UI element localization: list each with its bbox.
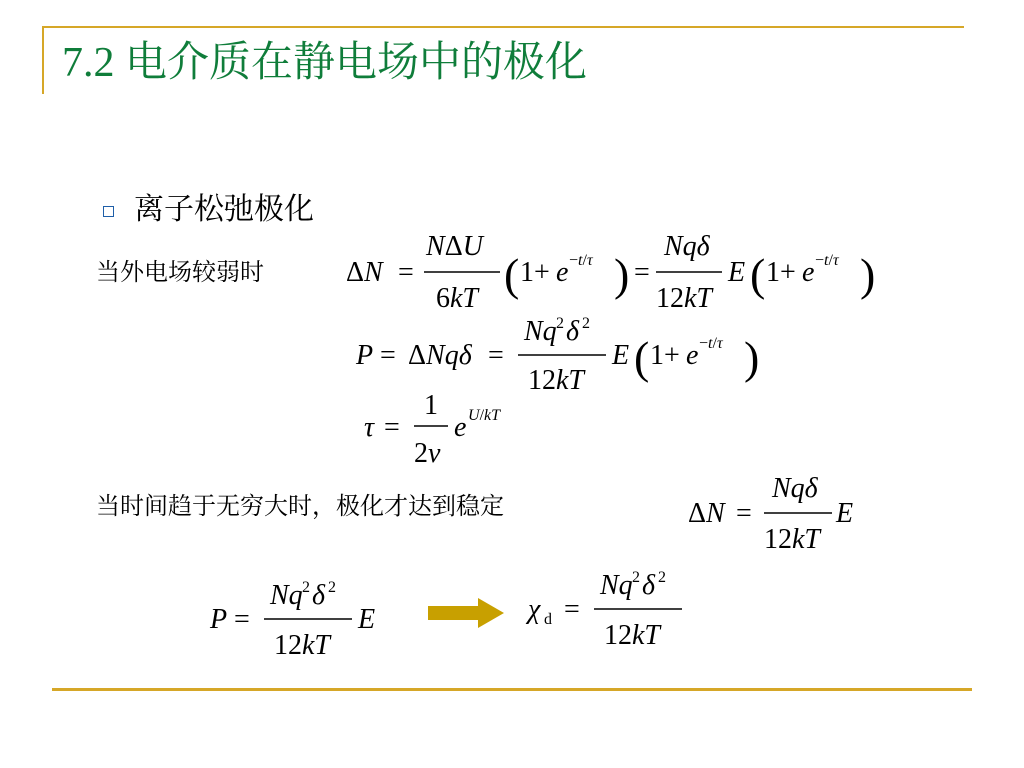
svg-text:1+: 1+ xyxy=(766,257,796,288)
equation-susceptibility xyxy=(524,568,694,652)
bullet-heading: 离子松弛极化 xyxy=(134,192,314,227)
svg-text:U/kT: U/kT xyxy=(468,407,501,424)
svg-text:12kT: 12kT xyxy=(274,630,330,661)
slide-title: 7.2 电介质在静电场中的极化 xyxy=(62,40,588,86)
svg-text:P: P xyxy=(210,604,228,635)
svg-text:e: e xyxy=(454,412,467,443)
svg-text:1+: 1+ xyxy=(520,257,550,288)
svg-text:=: = xyxy=(564,594,580,625)
svg-text:2ν: 2ν xyxy=(414,438,441,469)
bottom-frame-line xyxy=(52,688,972,691)
svg-text:Nq: Nq xyxy=(524,316,557,347)
equation-relaxation-time xyxy=(360,392,540,472)
svg-text:δ: δ xyxy=(642,570,656,601)
svg-text:Nqδ: Nqδ xyxy=(772,473,818,504)
svg-text:(: ( xyxy=(634,332,650,383)
svg-text:1: 1 xyxy=(424,390,438,421)
svg-text:d: d xyxy=(544,611,552,628)
svg-text:(: ( xyxy=(750,249,766,300)
equation-delta-n-transient xyxy=(340,228,900,314)
svg-text:E: E xyxy=(836,498,854,529)
equation-polarization-steady xyxy=(206,578,406,662)
svg-text:=: = xyxy=(380,340,396,371)
svg-text:e: e xyxy=(686,340,699,371)
infinite-time-note: 当时间趋于无穷大时，极化才达到稳定 xyxy=(96,492,504,520)
svg-text:=: = xyxy=(234,604,250,635)
svg-text:NΔU: NΔU xyxy=(426,231,483,262)
svg-text:Nqδ: Nqδ xyxy=(664,231,710,262)
svg-text:): ) xyxy=(860,249,876,300)
svg-text:E: E xyxy=(358,604,376,635)
top-frame-line xyxy=(42,26,964,28)
svg-text:τ: τ xyxy=(364,412,375,443)
svg-text:=: = xyxy=(384,412,400,443)
svg-text:2: 2 xyxy=(658,569,666,586)
right-arrow-icon xyxy=(428,598,504,632)
svg-text:12kT: 12kT xyxy=(656,283,712,314)
left-frame-line xyxy=(42,26,44,94)
svg-text:=: = xyxy=(398,257,414,288)
svg-text:δ: δ xyxy=(312,580,326,611)
svg-text:2: 2 xyxy=(302,579,310,596)
svg-text:ΔN: ΔN xyxy=(688,498,725,529)
svg-text:e: e xyxy=(556,257,569,288)
svg-text:6kT: 6kT xyxy=(436,283,478,314)
svg-text:2: 2 xyxy=(556,315,564,332)
svg-text:): ) xyxy=(614,249,630,300)
equation-polarization-transient xyxy=(352,316,772,396)
svg-text:δ: δ xyxy=(566,316,580,347)
svg-text:12kT: 12kT xyxy=(764,524,820,555)
svg-text:−t/τ: −t/τ xyxy=(699,335,723,352)
svg-text:−t/τ: −t/τ xyxy=(815,252,839,269)
svg-text:1+: 1+ xyxy=(650,340,680,371)
svg-text:χ: χ xyxy=(528,594,541,625)
svg-text:Nq: Nq xyxy=(600,570,633,601)
hollow-square-bullet-icon xyxy=(103,206,114,217)
svg-text:2: 2 xyxy=(328,579,336,596)
svg-text:(: ( xyxy=(504,249,520,300)
svg-text:2: 2 xyxy=(632,569,640,586)
svg-text:=: = xyxy=(488,340,504,371)
svg-text:E: E xyxy=(612,340,630,371)
svg-text:2: 2 xyxy=(582,315,590,332)
svg-text:−t/τ: −t/τ xyxy=(569,252,593,269)
svg-text:12kT: 12kT xyxy=(528,365,584,396)
svg-text:ΔNqδ: ΔNqδ xyxy=(408,340,472,371)
svg-text:ΔN: ΔN xyxy=(346,257,383,288)
svg-text:=: = xyxy=(634,257,650,288)
svg-text:=: = xyxy=(736,498,752,529)
weak-field-note: 当外电场较弱时 xyxy=(96,258,264,286)
svg-text:P: P xyxy=(356,340,374,371)
svg-text:): ) xyxy=(744,332,760,383)
svg-text:E: E xyxy=(728,257,746,288)
equation-delta-n-steady xyxy=(684,472,884,556)
svg-text:Nq: Nq xyxy=(270,580,303,611)
svg-text:e: e xyxy=(802,257,815,288)
svg-text:12kT: 12kT xyxy=(604,620,660,651)
